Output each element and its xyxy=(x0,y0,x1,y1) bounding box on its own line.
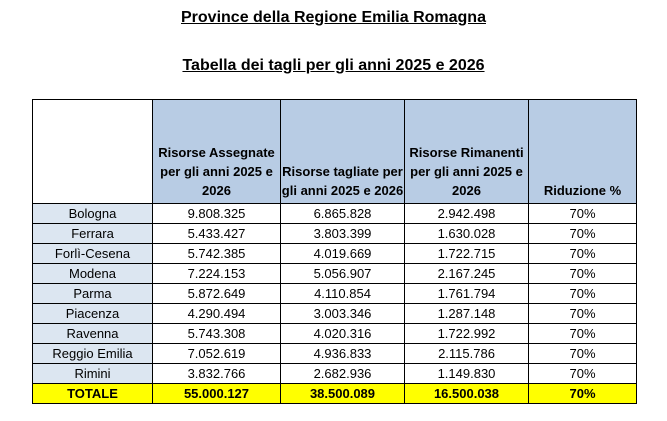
province-name: Piacenza xyxy=(33,304,153,324)
cell-riduzione: 70% xyxy=(529,244,637,264)
table-row xyxy=(33,284,637,304)
cell-riduzione: 70% xyxy=(529,304,637,324)
province-name: Modena xyxy=(33,264,153,284)
cell-tagliate: 4.020.316 xyxy=(281,324,405,344)
cell-assegnate: 5.433.427 xyxy=(153,224,281,244)
cell-rimanenti: 2.115.786 xyxy=(405,344,529,364)
total-rimanenti: 16.500.038 xyxy=(405,384,529,404)
cell-riduzione: 70% xyxy=(529,264,637,284)
total-tagliate: 38.500.089 xyxy=(281,384,405,404)
cell-rimanenti: 1.149.830 xyxy=(405,364,529,384)
header-row xyxy=(33,100,637,204)
cell-tagliate: 4.936.833 xyxy=(281,344,405,364)
cell-riduzione: 70% xyxy=(529,324,637,344)
total-assegnate: 55.000.127 xyxy=(153,384,281,404)
table-subtitle: Tabella dei tagli per gli anni 2025 e 2026 xyxy=(182,57,485,74)
province-name: Ferrara xyxy=(33,224,153,244)
table-row xyxy=(33,324,637,344)
province-name: Bologna xyxy=(33,204,153,224)
province-name: Parma xyxy=(33,284,153,304)
cell-riduzione: 70% xyxy=(529,364,637,384)
table-row xyxy=(33,344,637,364)
cell-assegnate: 5.872.649 xyxy=(153,284,281,304)
cell-riduzione: 70% xyxy=(529,204,637,224)
cell-rimanenti: 1.761.794 xyxy=(405,284,529,304)
total-row xyxy=(33,384,637,404)
cell-rimanenti: 1.287.148 xyxy=(405,304,529,324)
cell-tagliate: 3.803.399 xyxy=(281,224,405,244)
cell-riduzione: 70% xyxy=(529,284,637,304)
cell-assegnate: 5.743.308 xyxy=(153,324,281,344)
province-name: Forlì-Cesena xyxy=(33,244,153,264)
cell-riduzione: 70% xyxy=(529,224,637,244)
cell-rimanenti: 2.942.498 xyxy=(405,204,529,224)
cell-rimanenti: 1.722.992 xyxy=(405,324,529,344)
header-assegnate: Risorse Assegnate per gli anni 2025 e 2026 xyxy=(153,100,281,204)
cell-assegnate: 7.052.619 xyxy=(153,344,281,364)
table-row xyxy=(33,204,637,224)
cell-assegnate: 9.808.325 xyxy=(153,204,281,224)
cell-assegnate: 5.742.385 xyxy=(153,244,281,264)
cell-tagliate: 4.110.854 xyxy=(281,284,405,304)
table-row xyxy=(33,244,637,264)
page-title: Province della Regione Emilia Romagna xyxy=(181,9,486,26)
cell-tagliate: 6.865.828 xyxy=(281,204,405,224)
cell-assegnate: 3.832.766 xyxy=(153,364,281,384)
province-name: Ravenna xyxy=(33,324,153,344)
total-label: TOTALE xyxy=(33,384,153,404)
province-name: Rimini xyxy=(33,364,153,384)
table-row xyxy=(33,264,637,284)
header-riduzione: Riduzione % xyxy=(529,100,637,204)
cell-tagliate: 5.056.907 xyxy=(281,264,405,284)
total-riduzione: 70% xyxy=(529,384,637,404)
province-name: Reggio Emilia xyxy=(33,344,153,364)
cell-riduzione: 70% xyxy=(529,344,637,364)
header-tagliate: Risorse tagliate per gli anni 2025 e 2026 xyxy=(281,100,405,204)
cell-tagliate: 3.003.346 xyxy=(281,304,405,324)
table-row xyxy=(33,364,637,384)
cuts-table xyxy=(32,99,637,404)
cell-tagliate: 2.682.936 xyxy=(281,364,405,384)
cell-rimanenti: 2.167.245 xyxy=(405,264,529,284)
cell-rimanenti: 1.722.715 xyxy=(405,244,529,264)
table-row xyxy=(33,304,637,324)
cell-assegnate: 7.224.153 xyxy=(153,264,281,284)
header-rimanenti: Risorse Rimanenti per gli anni 2025 e 2026 xyxy=(405,100,529,204)
cell-rimanenti: 1.630.028 xyxy=(405,224,529,244)
cell-assegnate: 4.290.494 xyxy=(153,304,281,324)
header-blank xyxy=(33,100,153,204)
table-row xyxy=(33,224,637,244)
cell-tagliate: 4.019.669 xyxy=(281,244,405,264)
